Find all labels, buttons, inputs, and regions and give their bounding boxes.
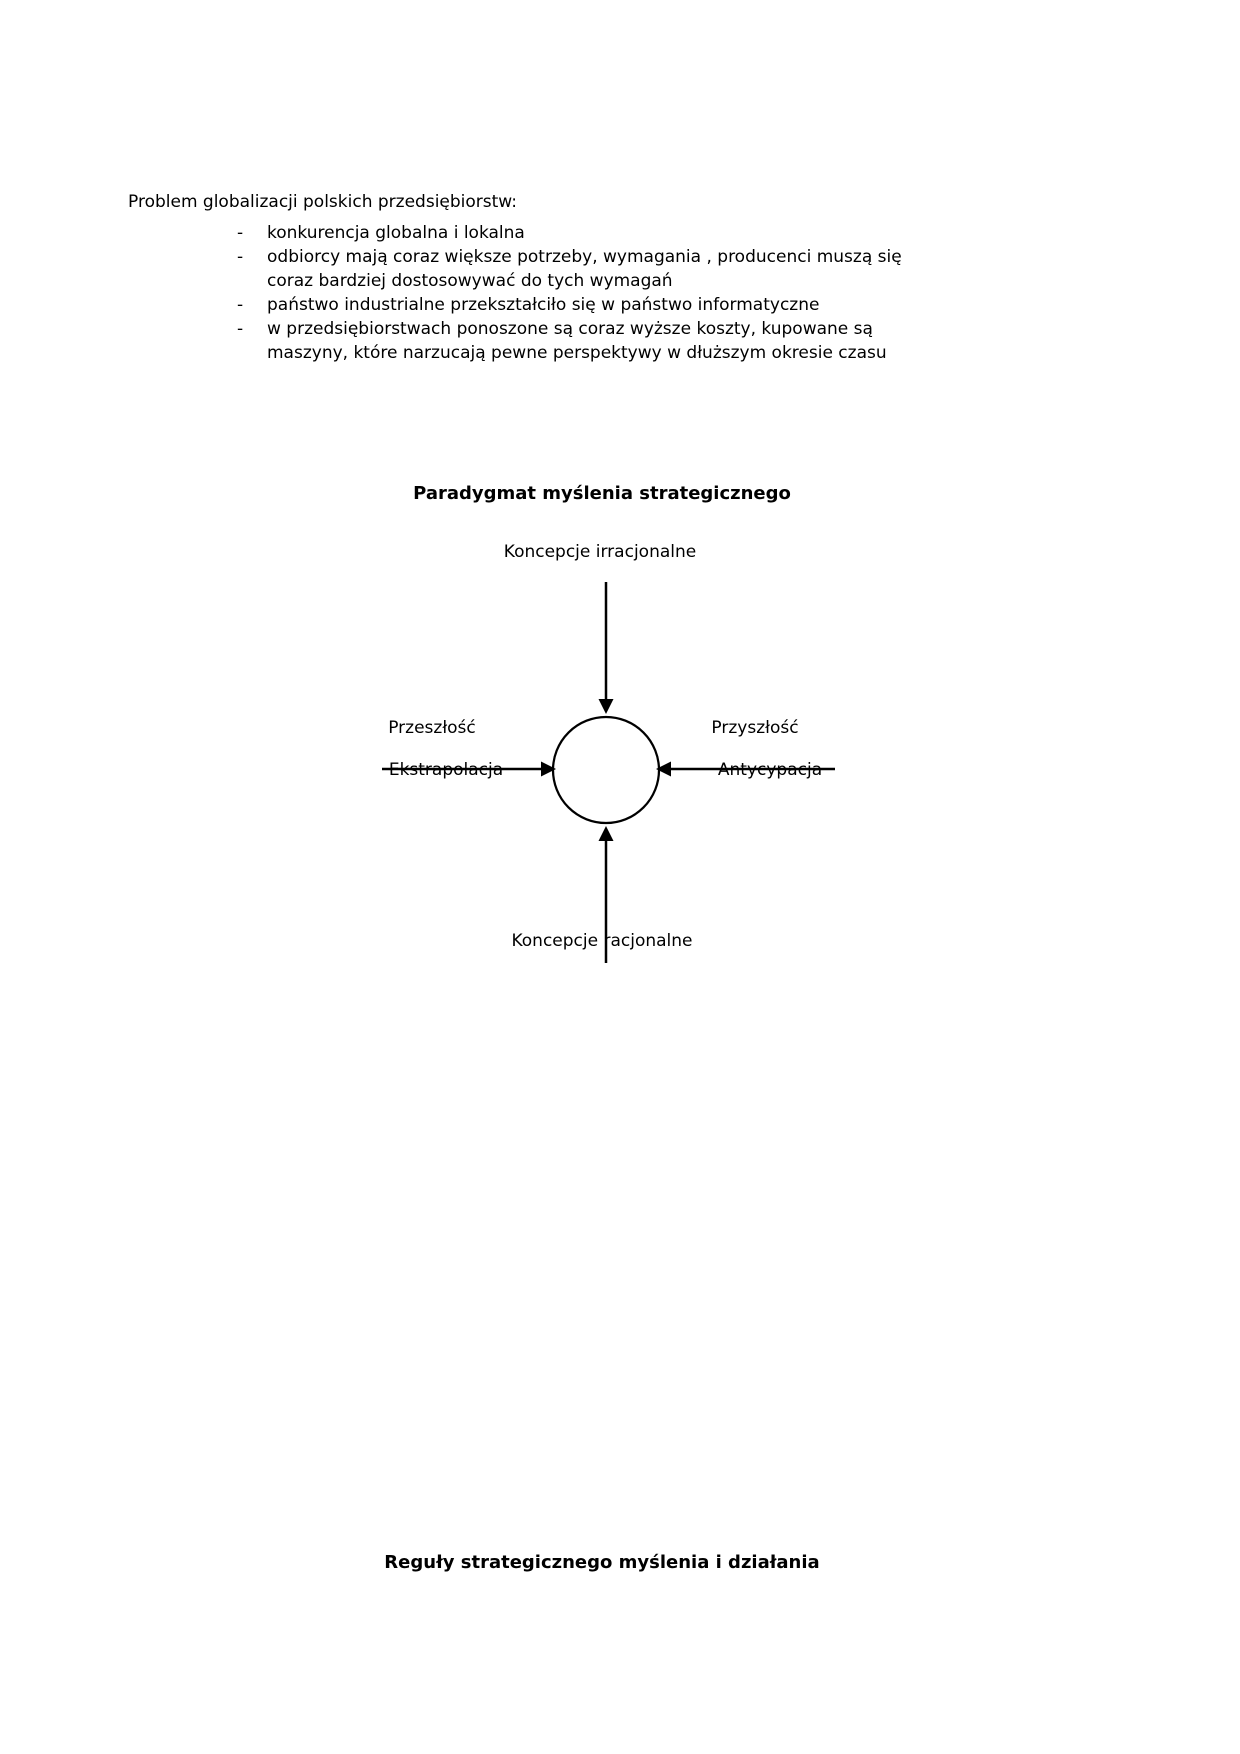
diagram-label-bottom: Koncepcje racjonalne: [511, 931, 693, 951]
intro-heading: Problem globalizacji polskich przedsiębiorstw:: [128, 192, 517, 212]
list-item: [237, 317, 1008, 365]
list-item: [237, 221, 1008, 245]
intro-section: [128, 190, 1008, 365]
bullet-text: odbiorcy mają coraz większe potrzeby, wymagania , producenci muszą się: [267, 247, 902, 267]
footer-heading: Reguły strategicznego myślenia i działania: [384, 1552, 820, 1573]
bullet-dash: -: [237, 247, 244, 267]
bullet-text: maszyny, które narzucają pewne perspektywy w dłuższym okresie czasu: [267, 343, 887, 363]
diagram-label-top: Koncepcje irracjonalne: [503, 542, 697, 562]
diagram-label-anticipation: Antycypacja: [717, 760, 823, 780]
bullet-dash: -: [237, 295, 244, 315]
diagram-label-future: Przyszłość: [711, 718, 799, 738]
bullet-text: konkurencja globalna i lokalna: [267, 223, 525, 243]
bullet-text: coraz bardziej dostosowywać do tych wymagań: [267, 271, 673, 291]
bullet-list: [128, 221, 1008, 365]
bullet-dash: -: [237, 319, 244, 339]
bullet-text: państwo industrialne przekształciło się w państwo informatyczne: [267, 295, 820, 315]
list-item: [237, 293, 1008, 317]
list-item: [237, 245, 1008, 293]
central-node-circle: [553, 717, 659, 823]
diagram-title: Paradygmat myślenia strategicznego: [413, 483, 791, 504]
bullet-text: w przedsiębiorstwach ponoszone są coraz wyższe koszty, kupowane są: [267, 319, 873, 339]
strategic-paradigm-diagram: [0, 530, 1240, 980]
diagram-label-past: Przeszłość: [388, 718, 476, 738]
bottom-arrowhead-icon: [599, 826, 614, 841]
bullet-dash: -: [237, 223, 244, 243]
diagram-label-extrapolation: Ekstrapolacja: [388, 760, 504, 780]
top-arrowhead-icon: [599, 699, 614, 714]
